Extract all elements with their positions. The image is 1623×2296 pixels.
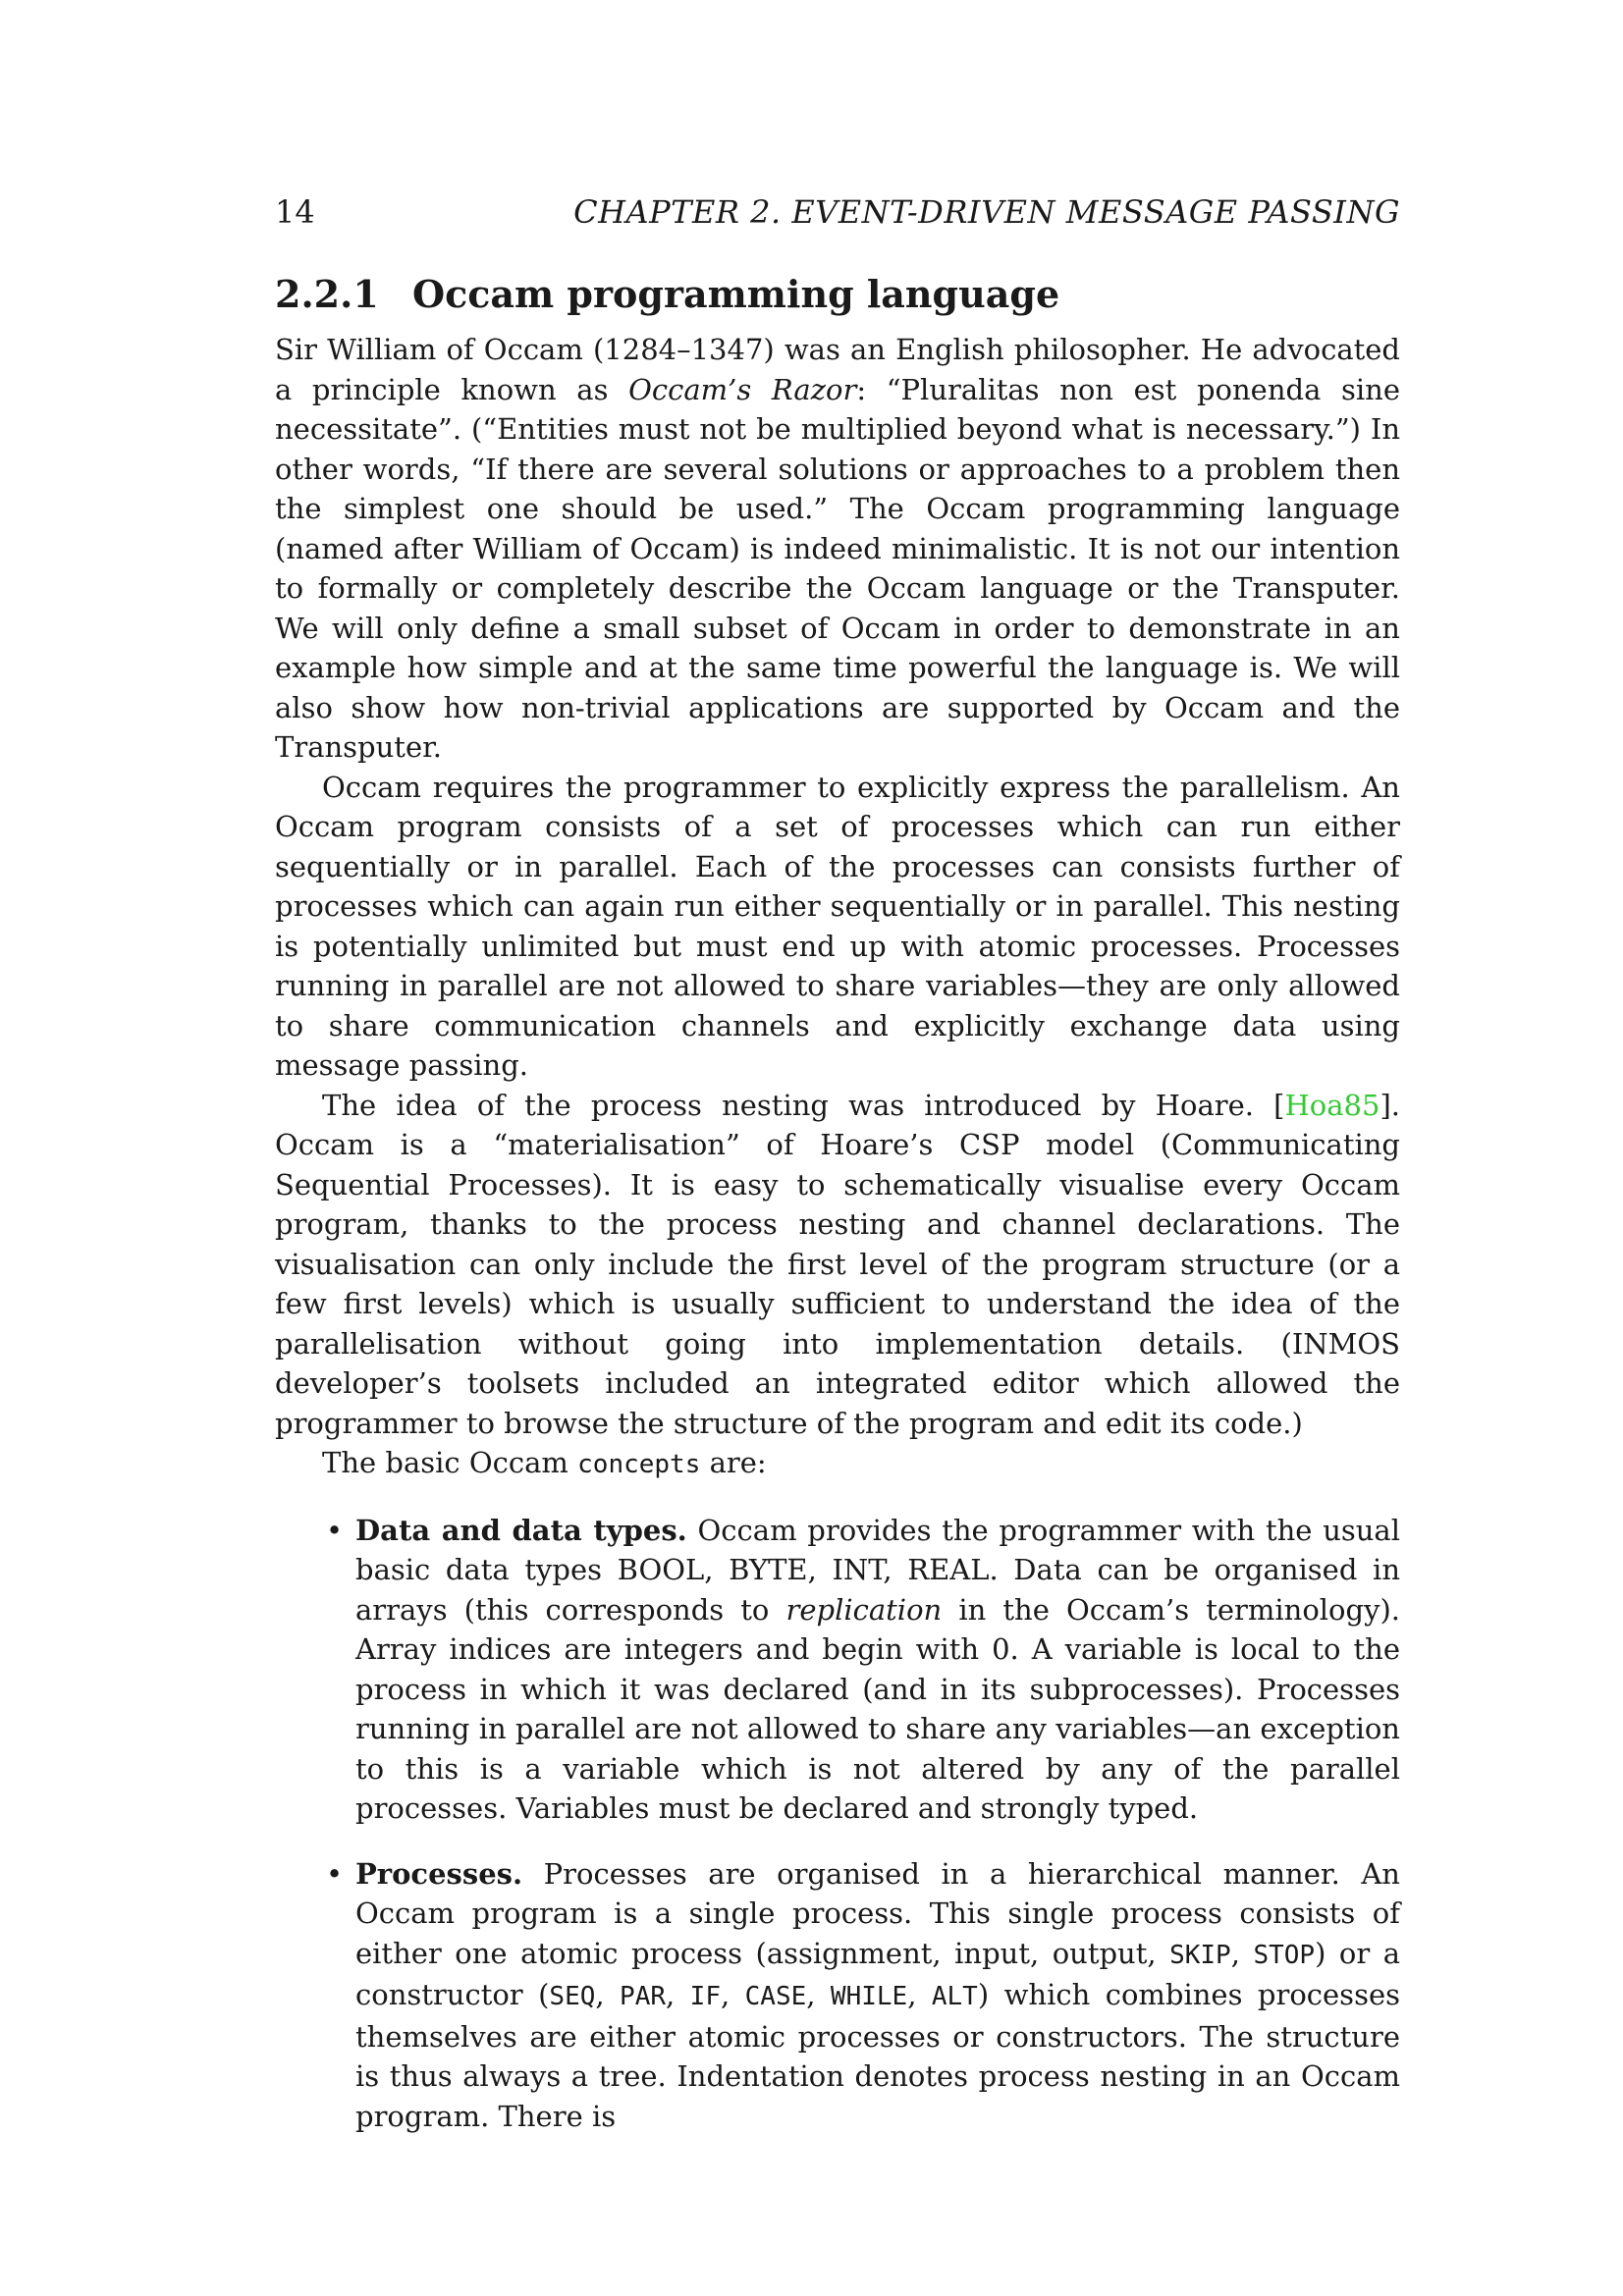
- separator: ,: [1230, 1936, 1254, 1970]
- list-item-text-b: ) or a constructor (: [355, 1936, 1400, 2011]
- keyword: PAR: [620, 1982, 667, 2011]
- section-heading: [275, 271, 1400, 318]
- keyword: ALT: [931, 1982, 978, 2011]
- section-number: 2.2.1: [275, 272, 379, 316]
- chapter-title: CHAPTER 2. EVENT-DRIVEN MESSAGE PASSING: [573, 193, 1400, 231]
- concepts-list: [275, 1511, 1400, 2137]
- separator: ,: [720, 1978, 745, 2011]
- separator: ,: [595, 1978, 621, 2011]
- running-header: [275, 192, 1400, 232]
- separator: ,: [907, 1978, 932, 2011]
- list-item-term: Data and data types.: [355, 1513, 687, 1547]
- list-item-data-types: [326, 1511, 1400, 1829]
- section-title: Occam programming language: [412, 272, 1060, 316]
- paragraph-4: [275, 1443, 1400, 1485]
- list-item-text-a: Processes are organised in a hierarchical manner. An Occam program is a single process. This single process consists of either one atomic process (assignment, input, output,: [355, 1856, 1400, 1970]
- list-item-text-b: in the Occam’s terminology). Array indices are integers and begin with 0. A variable is local to the process in which it was declared (and in its subprocesses). Processes running in parallel are not allowed to share any variables—an exception to this is a variable which is not altered by any of the parallel processes. Variables must be declared and strongly typed.: [355, 1592, 1400, 1825]
- code-term: concepts: [577, 1450, 701, 1479]
- keyword: CASE: [744, 1982, 807, 2011]
- paragraph-1-text-a: Sir William of Occam (1284–1347) was an English philosopher. He advocated a principle known as: [275, 333, 1400, 406]
- paragraph-1: [275, 330, 1400, 768]
- list-item-text-c: ) which combines processes themselves are either atomic processes or constructors. The structure is thus always a tree. Indentation denotes process nesting in an Occam program. There is: [355, 1978, 1400, 2133]
- separator: ,: [666, 1978, 690, 2011]
- page-number: 14: [275, 193, 315, 231]
- paragraph-3: [275, 1086, 1400, 1444]
- occams-razor-term: Occam’s Razor: [628, 372, 857, 406]
- bullet-icon: •: [326, 1513, 344, 1547]
- paragraph-4-text-a: The basic Occam: [322, 1446, 578, 1479]
- paragraph-4-text-b: are:: [700, 1446, 767, 1479]
- citation-link[interactable]: Hoa85: [1284, 1088, 1380, 1122]
- list-item-text-a: Occam provides the programmer with the usual basic data types BOOL, BYTE, INT, REAL. Data can be organised in arrays (this corresponds to: [355, 1513, 1400, 1627]
- paragraph-3-text-a: The idea of the process nesting was introduced by Hoare. [: [322, 1088, 1285, 1122]
- paragraph-3-text-b: ]. Occam is a “materialisation” of Hoare’s CSP model (Communicating Sequential Processes). It is easy to schematically visualise every Occam program, thanks to the process nesting and channel declarations. The visualisation can only include the first level of the program structure (or a few first levels) which is usually sufficient to understand the idea of the parallelisation without going into implementation details. (INMOS developer’s toolsets included an integrated editor which allowed the programmer to browse the structure of the program and edit its code.): [275, 1088, 1400, 1440]
- document-page: [275, 192, 1400, 2162]
- replication-term: replication: [785, 1592, 943, 1627]
- keyword: STOP: [1253, 1940, 1316, 1970]
- bullet-icon: •: [326, 1856, 344, 1891]
- list-item-term: Processes.: [355, 1856, 523, 1891]
- paragraph-1-text-b: : “Pluralitas non est ponenda sine necessitate”. (“Entities must not be multiplied beyond what is necessary.”) In other words, “If there are several solutions or approaches to a problem then the simplest one should be used.” The Occam programming language (named after William of Occam) is indeed minimalistic. It is not our intention to formally or completely describe the Occam language or the Transputer. We will only define a small subset of Occam in order to demonstrate in an example how simple and at the same time powerful the language is. We will also show how non-trivial applications are supported by Occam and the Transputer.: [275, 372, 1400, 764]
- list-item-processes: [326, 1854, 1400, 2137]
- keyword: SEQ: [549, 1982, 596, 2011]
- keyword: SKIP: [1169, 1940, 1231, 1970]
- separator: ,: [806, 1978, 831, 2011]
- keyword: WHILE: [830, 1982, 908, 2011]
- paragraph-2: Occam requires the programmer to explicitly express the parallelism. An Occam program consists of a set of processes which can run either sequentially or in parallel. Each of the processes can consists further of processes which can again run either sequentially or in parallel. This nesting is potentially unlimited but must end up with atomic processes. Processes running in parallel are not allowed to share variables—they are only allowed to share communication channels and explicitly exchange data using message passing.: [275, 770, 1400, 1082]
- keyword: IF: [689, 1982, 721, 2011]
- body-text: [275, 330, 1400, 2136]
